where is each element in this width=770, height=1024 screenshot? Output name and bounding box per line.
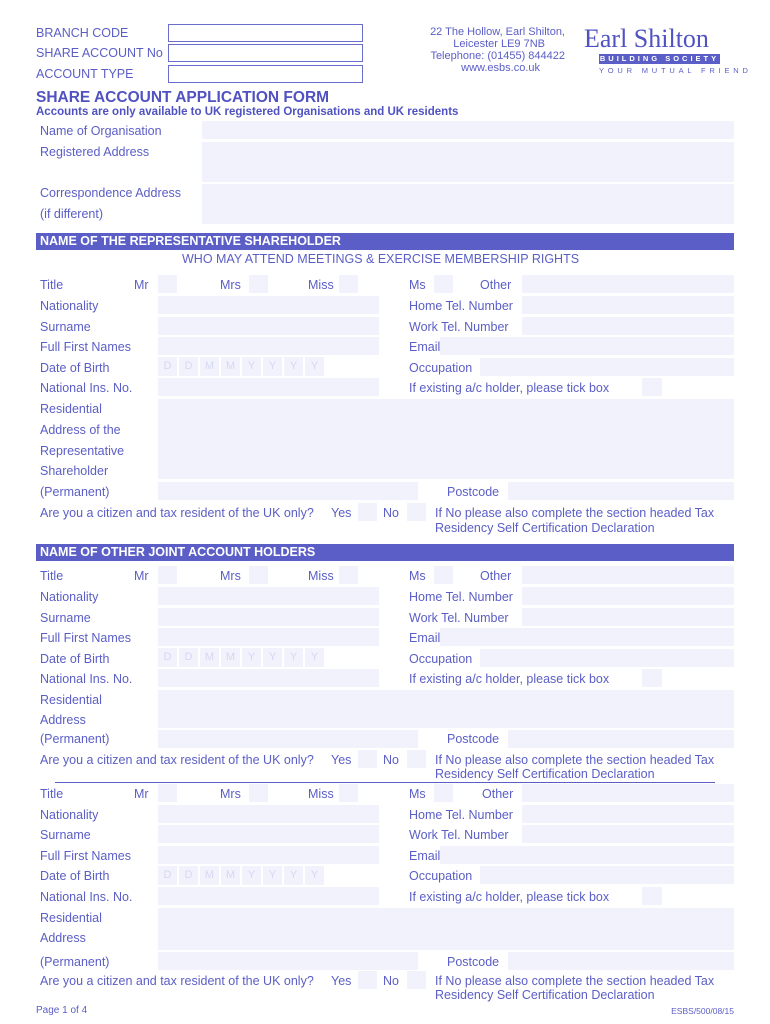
existing-label-1: If existing a/c holder, please tick box <box>409 381 610 395</box>
work-tel-label-2: Work Tel. Number <box>409 611 509 625</box>
dob-box[interactable]: Y <box>242 357 261 376</box>
home-tel-label-1: Home Tel. Number <box>409 299 513 313</box>
home-tel-field-1[interactable] <box>522 296 734 314</box>
ms-label-2: Ms <box>409 569 426 583</box>
dob-box[interactable]: M <box>200 866 219 885</box>
correspondence-address-field[interactable] <box>202 184 734 224</box>
account-type-field[interactable] <box>168 65 363 83</box>
mr-label-1: Mr <box>134 278 149 292</box>
no-checkbox-2[interactable] <box>407 750 426 768</box>
title-label-3: Title <box>40 787 64 801</box>
nationality-label-1: Nationality <box>40 299 99 313</box>
ni-label-1: National Ins. No. <box>40 381 133 395</box>
page-number: Page 1 of 4 <box>36 1005 88 1016</box>
no-label-3: No <box>383 974 399 988</box>
nationality-field-2[interactable] <box>158 587 379 605</box>
residential-address-last-line-2[interactable] <box>158 730 418 748</box>
title-label-2: Title <box>40 569 64 583</box>
dob-field-1[interactable] <box>158 357 324 376</box>
yes-checkbox-2[interactable] <box>358 750 377 768</box>
address-line-label: Representative <box>40 444 125 458</box>
other-field-1[interactable] <box>522 275 734 293</box>
address-line2: Leicester LE9 7NB <box>453 38 545 50</box>
first-names-label-3: Full First Names <box>40 849 131 863</box>
org-name-field[interactable] <box>202 121 734 139</box>
dob-box[interactable]: Y <box>242 648 261 667</box>
first-names-field-2[interactable] <box>158 628 379 646</box>
other-field-2[interactable] <box>522 566 734 584</box>
section1-heading: NAME OF THE REPRESENTATIVE SHAREHOLDER <box>36 233 734 250</box>
address-line-label: Residential <box>40 402 102 416</box>
section1-subheading: WHO MAY ATTEND MEETINGS & EXERCISE MEMBERSHIP RIGHTS <box>182 252 580 266</box>
ni-field-2[interactable] <box>158 669 379 687</box>
postcode-label-3: Postcode <box>447 955 500 969</box>
nationality-field-1[interactable] <box>158 296 379 314</box>
mr-label-2: Mr <box>134 569 149 583</box>
mr-checkbox-3[interactable] <box>158 784 177 802</box>
surname-label-1: Surname <box>40 320 91 334</box>
citizen-question-3: Are you a citizen and tax resident of the UK only? <box>40 974 314 988</box>
dob-box[interactable]: D <box>158 648 177 667</box>
home-tel-label-2: Home Tel. Number <box>409 590 513 604</box>
title-label-1: Title <box>40 278 64 292</box>
dob-box[interactable]: Y <box>305 648 324 667</box>
org-name-label: Name of Organisation <box>40 124 162 138</box>
existing-checkbox-2[interactable] <box>642 669 662 687</box>
dob-box[interactable]: D <box>179 866 198 885</box>
branch-code-field[interactable] <box>168 24 363 42</box>
correspondence-address-label: Correspondence Address <box>40 186 182 200</box>
occupation-label-2: Occupation <box>409 652 473 666</box>
ms-label-3: Ms <box>409 787 426 801</box>
if-no-line2-1: Residency Self Certification Declaration <box>435 521 655 535</box>
dob-box[interactable]: Y <box>263 866 282 885</box>
share-account-no-field[interactable] <box>168 44 363 62</box>
occupation-field-1[interactable] <box>480 358 734 376</box>
mr-checkbox-2[interactable] <box>158 566 177 584</box>
dob-field-3[interactable] <box>158 866 324 885</box>
dob-box[interactable]: M <box>221 357 240 376</box>
email-label-3: Email <box>409 849 441 863</box>
telephone: Telephone: (01455) 844422 <box>430 50 565 62</box>
dob-box[interactable]: Y <box>305 866 324 885</box>
section2-heading: NAME OF OTHER JOINT ACCOUNT HOLDERS <box>36 544 734 561</box>
address-line-label: Address <box>40 713 86 727</box>
mr-checkbox-1[interactable] <box>158 275 177 293</box>
address-line-label: Shareholder <box>40 464 109 478</box>
yes-label-1: Yes <box>331 506 352 520</box>
work-tel-label-1: Work Tel. Number <box>409 320 509 334</box>
surname-field-3[interactable] <box>158 825 379 843</box>
address-line-label: Residential <box>40 911 102 925</box>
logo-band: BUILDING SOCIETY <box>599 54 720 63</box>
postcode-field-2[interactable] <box>508 730 734 748</box>
yes-label-2: Yes <box>331 753 352 767</box>
mrs-checkbox-3[interactable] <box>249 784 268 802</box>
postcode-field-3[interactable] <box>508 952 734 970</box>
nationality-label-2: Nationality <box>40 590 99 604</box>
address-line-label: Address <box>40 931 86 945</box>
miss-checkbox-1[interactable] <box>339 275 358 293</box>
email-label-2: Email <box>409 631 441 645</box>
miss-label-3: Miss <box>308 787 334 801</box>
occupation-field-2[interactable] <box>480 649 734 667</box>
surname-label-3: Surname <box>40 828 91 842</box>
dob-label-3: Date of Birth <box>40 869 110 883</box>
address-line-label: (Permanent) <box>40 955 110 969</box>
mr-label-3: Mr <box>134 787 149 801</box>
no-checkbox-1[interactable] <box>407 503 426 521</box>
yes-label-3: Yes <box>331 974 352 988</box>
residential-address-last-line-1[interactable] <box>158 482 418 500</box>
first-names-label-1: Full First Names <box>40 340 131 354</box>
surname-field-2[interactable] <box>158 608 379 626</box>
address-line-label: (Permanent) <box>40 732 110 746</box>
dob-label-2: Date of Birth <box>40 652 110 666</box>
address-line-label: Address of the <box>40 423 121 437</box>
residential-address-last-line-3[interactable] <box>158 952 418 970</box>
holder-divider <box>55 782 715 783</box>
no-checkbox-3[interactable] <box>407 971 426 989</box>
form-subtitle: Accounts are only available to UK registered Organisations and UK residents <box>36 106 459 118</box>
email-label-1: Email <box>409 340 441 354</box>
ms-checkbox-1[interactable] <box>434 275 453 293</box>
dob-box[interactable]: Y <box>263 357 282 376</box>
registered-address-label: Registered Address <box>40 145 150 159</box>
ni-field-3[interactable] <box>158 887 379 905</box>
surname-field-1[interactable] <box>158 317 379 335</box>
ni-field-1[interactable] <box>158 378 379 396</box>
no-label-1: No <box>383 506 399 520</box>
form-title: SHARE ACCOUNT APPLICATION FORM <box>36 89 330 106</box>
home-tel-field-3[interactable] <box>522 805 734 823</box>
miss-label-2: Miss <box>308 569 334 583</box>
if-no-line2-2: Residency Self Certification Declaration <box>435 767 655 781</box>
other-label-1: Other <box>480 278 512 292</box>
account-type-label: ACCOUNT TYPE <box>36 67 134 81</box>
postcode-label-2: Postcode <box>447 732 500 746</box>
occupation-label-1: Occupation <box>409 361 473 375</box>
citizen-question-2: Are you a citizen and tax resident of the UK only? <box>40 753 314 767</box>
postcode-field-1[interactable] <box>508 482 734 500</box>
ms-checkbox-3[interactable] <box>434 784 453 802</box>
occupation-label-3: Occupation <box>409 869 473 883</box>
miss-checkbox-2[interactable] <box>339 566 358 584</box>
home-tel-label-3: Home Tel. Number <box>409 808 513 822</box>
dob-box[interactable]: Y <box>284 357 303 376</box>
first-names-field-1[interactable] <box>158 337 379 355</box>
other-field-3[interactable] <box>522 784 734 802</box>
dob-box[interactable]: Y <box>263 648 282 667</box>
dob-box[interactable]: Y <box>284 648 303 667</box>
postcode-label-1: Postcode <box>447 485 500 499</box>
dob-box[interactable]: D <box>158 866 177 885</box>
mrs-label-3: Mrs <box>220 787 241 801</box>
branch-code-label: BRANCH CODE <box>36 26 129 40</box>
address-line-label: (Permanent) <box>40 485 110 499</box>
ni-label-3: National Ins. No. <box>40 890 133 904</box>
mrs-label-1: Mrs <box>220 278 241 292</box>
nationality-label-3: Nationality <box>40 808 99 822</box>
work-tel-label-3: Work Tel. Number <box>409 828 509 842</box>
address-line1: 22 The Hollow, Earl Shilton, <box>430 26 565 38</box>
first-names-label-2: Full First Names <box>40 631 131 645</box>
email-field-3[interactable] <box>440 846 734 864</box>
registered-address-field[interactable] <box>202 142 734 182</box>
existing-checkbox-1[interactable] <box>642 378 662 396</box>
surname-label-2: Surname <box>40 611 91 625</box>
existing-label-3: If existing a/c holder, please tick box <box>409 890 610 904</box>
ms-checkbox-2[interactable] <box>434 566 453 584</box>
if-different-label: (if different) <box>40 207 103 221</box>
dob-box[interactable]: M <box>221 866 240 885</box>
residential-address-field-1[interactable] <box>158 399 734 479</box>
form-reference: ESBS/500/08/15 <box>671 1006 734 1016</box>
address-line-label: Residential <box>40 693 102 707</box>
email-field-1[interactable] <box>440 337 734 355</box>
miss-label-1: Miss <box>308 278 334 292</box>
yes-checkbox-3[interactable] <box>358 971 377 989</box>
dob-field-2[interactable] <box>158 648 324 667</box>
dob-box[interactable]: M <box>200 357 219 376</box>
residential-address-field-2[interactable] <box>158 690 734 728</box>
if-no-line2-3: Residency Self Certification Declaration <box>435 988 655 1002</box>
if-no-line1-1: If No please also complete the section headed Tax <box>435 506 715 520</box>
mrs-checkbox-2[interactable] <box>249 566 268 584</box>
if-no-line1-2: If No please also complete the section headed Tax <box>435 753 715 767</box>
no-label-2: No <box>383 753 399 767</box>
residential-address-field-3[interactable] <box>158 908 734 950</box>
mrs-checkbox-1[interactable] <box>249 275 268 293</box>
work-tel-field-3[interactable] <box>522 825 734 843</box>
share-account-no-label: SHARE ACCOUNT No <box>36 46 163 60</box>
dob-box[interactable]: D <box>179 357 198 376</box>
email-field-2[interactable] <box>440 628 734 646</box>
logo-name: Earl Shilton <box>584 24 709 53</box>
home-tel-field-2[interactable] <box>522 587 734 605</box>
work-tel-field-1[interactable] <box>522 317 734 335</box>
dob-box[interactable]: Y <box>284 866 303 885</box>
other-label-3: Other <box>482 787 514 801</box>
dob-label-1: Date of Birth <box>40 361 110 375</box>
occupation-field-3[interactable] <box>480 866 734 884</box>
miss-checkbox-3[interactable] <box>339 784 358 802</box>
dob-box[interactable]: M <box>200 648 219 667</box>
dob-box[interactable]: D <box>158 357 177 376</box>
existing-label-2: If existing a/c holder, please tick box <box>409 672 610 686</box>
ni-label-2: National Ins. No. <box>40 672 133 686</box>
existing-checkbox-3[interactable] <box>642 887 662 905</box>
if-no-line1-3: If No please also complete the section headed Tax <box>435 974 715 988</box>
citizen-question-1: Are you a citizen and tax resident of the UK only? <box>40 506 314 520</box>
work-tel-field-2[interactable] <box>522 608 734 626</box>
first-names-field-3[interactable] <box>158 846 379 864</box>
ms-label-1: Ms <box>409 278 426 292</box>
dob-box[interactable]: M <box>221 648 240 667</box>
other-label-2: Other <box>480 569 512 583</box>
website: www.esbs.co.uk <box>461 62 540 74</box>
nationality-field-3[interactable] <box>158 805 379 823</box>
yes-checkbox-1[interactable] <box>358 503 377 521</box>
mrs-label-2: Mrs <box>220 569 241 583</box>
dob-box[interactable]: Y <box>305 357 324 376</box>
dob-box[interactable]: D <box>179 648 198 667</box>
logo-tagline: YOUR MUTUAL FRIEND <box>599 66 752 75</box>
dob-box[interactable]: Y <box>242 866 261 885</box>
